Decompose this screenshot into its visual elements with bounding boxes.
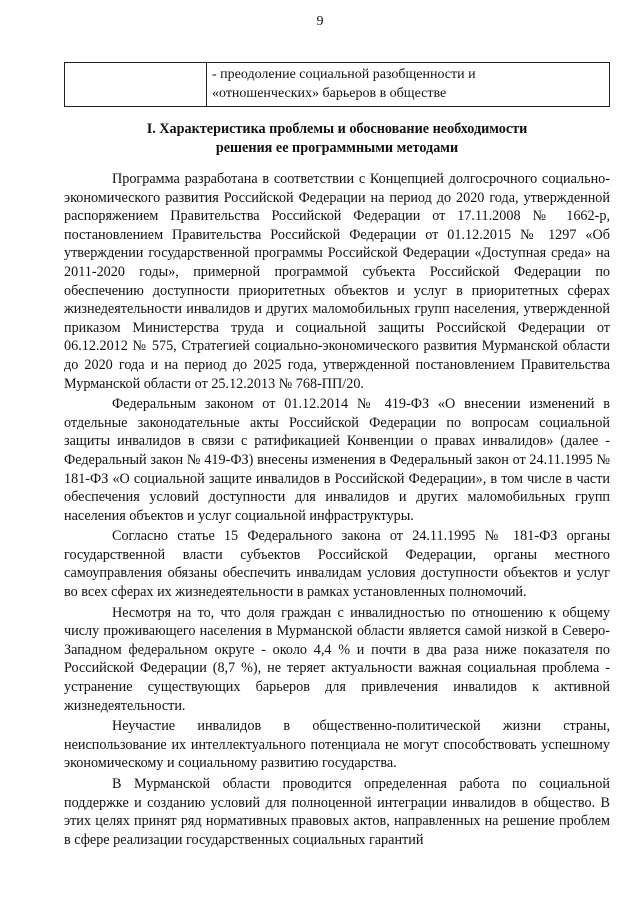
page-number: 9	[316, 14, 324, 29]
body-text	[64, 170, 610, 851]
section-heading-line: I. Характеристика проблемы и обоснование необходимости	[146, 121, 528, 137]
paragraph: В Мурманской области проводится определенная работа по социальной поддержке и созданию условий для полноценной интеграции инвалидов в общество. В этих целях принят ряд нормативных правовых актов, направленных на решение проблем в сфере реализации государственных социальных гарантий	[64, 776, 610, 848]
paragraph: Согласно статье 15 Федерального закона от 24.11.1995 № 181-ФЗ органы государственной власти субъектов Российской Федерации, органы местного самоуправления обязаны обеспечить инвалидам условия доступности объектов и услуг во всех сферах их жизнедеятельности в рамках установленных полномочий.	[64, 528, 610, 601]
paragraph: Федеральным законом от 01.12.2014 № 419-ФЗ «О внесении изменений в отдельные законодательные акты Российской Федерации по вопросам социальной защиты инвалидов в связи с ратификацией Конвенции о правах инвалидов» (далее - Федеральный закон № 419-ФЗ) внесены изменения в Федеральный закон от 24.11.1995 № 181-ФЗ «О социальной защите инвалидов в Российской Федерации», в том числе в части обеспечения условий доступности для инвалидов и других маломобильных групп населения объектов и услуг социальной инфраструктуры.	[64, 396, 610, 524]
continuation-table	[64, 62, 610, 107]
section-heading-line: решения ее программными методами	[215, 140, 459, 156]
section-heading	[64, 120, 610, 158]
table-row	[65, 63, 610, 107]
paragraph: Программа разработана в соответствии с Концепцией долгосрочного социально-экономического развития Российской Федерации на период до 2020 года, утвержденной распоряжением Правительства Российской Федерации от 17.11.2008 № 1662-р, постановлением Правительства Российской Федерации от 01.12.2015 № 1297 «Об утверждении государственной программы Российской Федерации «Доступная среда» на 2011-2020 годы», примерной программой субъекта Российской Федерации по обеспечению доступности приоритетных объектов и услуг в приоритетных сферах жизнедеятельности инвалидов и других маломобильных групп населения, утвержденной приказом Министерства труда и социальной защиты Российской Федерации от 06.12.2012 № 575, Стратегией социально-экономического развития Мурманской области до 2020 года и на период до 2025 года, утвержденной постановлением Правительства Мурманской области от 25.12.2013 № 768-ПП/20.	[64, 171, 610, 392]
paragraph: Несмотря на то, что доля граждан с инвалидностью по отношению к общему числу проживающего населения в Мурманской области является самой низкой в Северо-Западном федеральном округе - около 4,4 % и почти в два раза ниже показателя по Российской Федерации (8,7 %), не теряет актуальности важная социальная проблема - устранение существующих барьеров для привлечения инвалидов к активной жизнедеятельности.	[64, 604, 610, 714]
table-cell-empty	[65, 63, 207, 107]
paragraph: Неучастие инвалидов в общественно-политической жизни страны, неиспользование их интеллектуального потенциала не могут способствовать успешному экономическому и социальному развитию государства.	[64, 718, 610, 772]
table-cell-line: «отношенческих» барьеров в обществе	[212, 86, 447, 101]
table-cell-line: - преодоление социальной разобщенности и	[212, 67, 476, 82]
table-cell-text	[207, 63, 610, 107]
